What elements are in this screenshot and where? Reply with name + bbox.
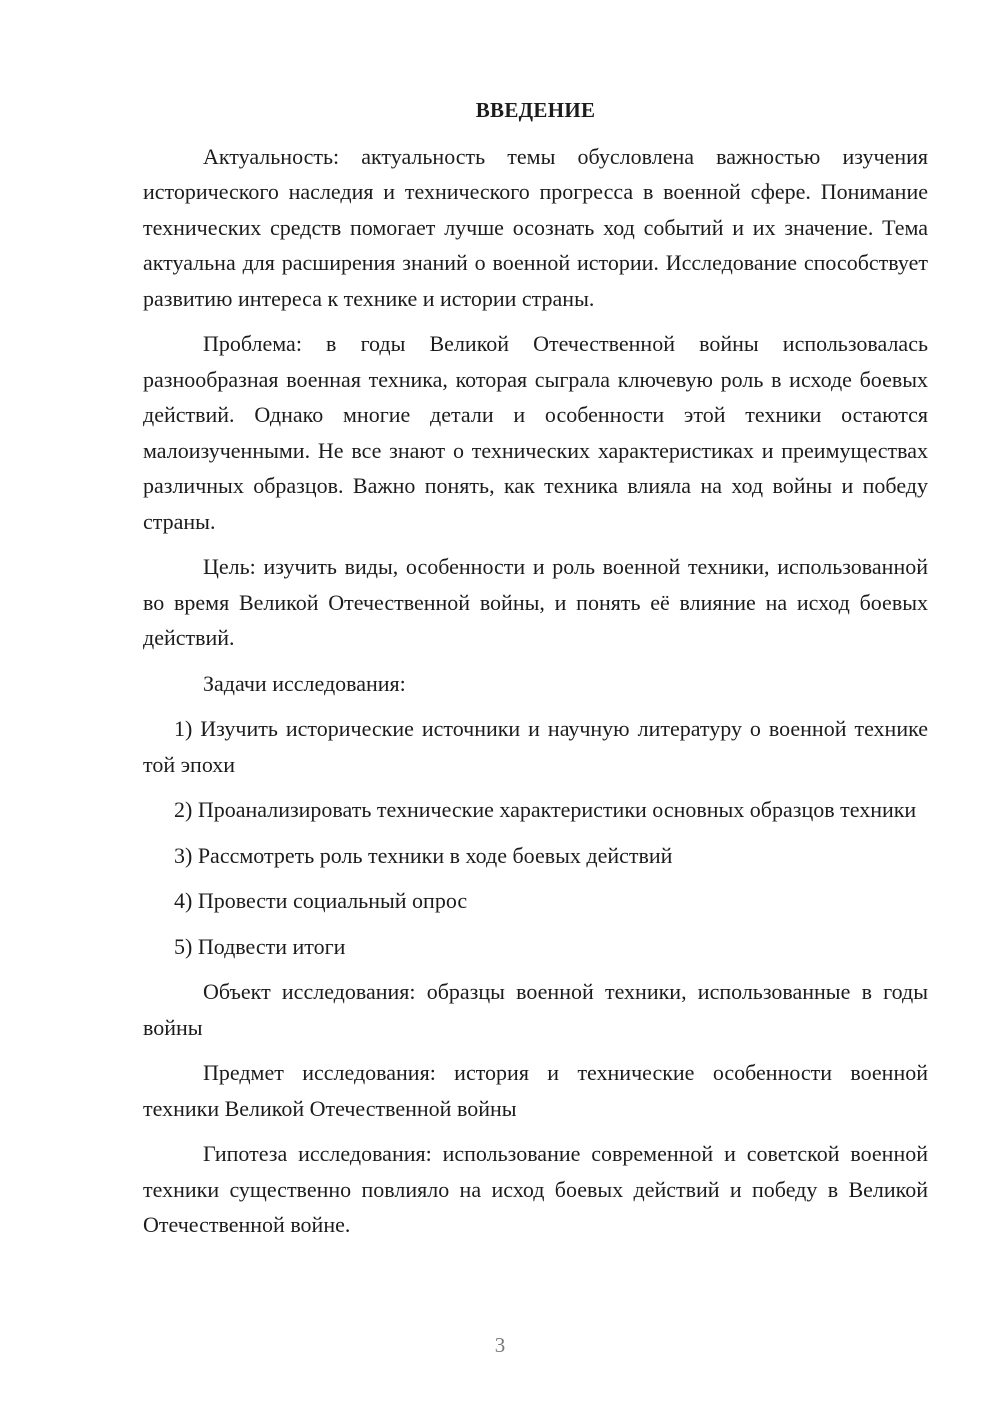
document-page bbox=[143, 93, 928, 1253]
tasks-heading: Задачи исследования: bbox=[203, 670, 406, 696]
page-number: 3 bbox=[494, 1333, 506, 1357]
task-item-4: 4) Провести социальный опрос bbox=[174, 888, 468, 913]
paragraph-goal: Цель: изучить виды, особенности и роль военной техники, использованной во время Великой Отечественной войны, и понять её влияние на исход боевых действий. bbox=[143, 554, 928, 650]
paragraph-relevance: Актуальность: актуальность темы обусловлена важностью изучения исторического наследия и технического прогресса в военной сфере. Понимание технических средств помогает лучше осознать ход событий и их значение. Тема актуальна для расширения знаний о военной истории. Исследование способствует развитию интереса к технике и истории страны. bbox=[143, 143, 928, 311]
task-item-1: 1) Изучить исторические источники и научную литературу о военной технике той эпохи bbox=[143, 716, 928, 777]
paragraph-object: Объект исследования: образцы военной техники, использованные в годы войны bbox=[143, 979, 928, 1040]
task-item-2: 2) Проанализировать технические характеристики основных образцов техники bbox=[174, 797, 917, 822]
paragraph-problem: Проблема: в годы Великой Отечественной войны использовалась разнообразная военная техника, которая сыграла ключевую роль в исходе боевых действий. Однако многие детали и особенности этой техники остаются малоизученными. Не все знают о технических характеристиках и преимуществах различных образцов. Важно понять, как техника влияла на ход войны и победу страны. bbox=[143, 331, 928, 534]
paragraph-hypothesis: Гипотеза исследования: использование современной и советской военной техники существенно повлияло на исход боевых действий и победу в Великой Отечественной войне. bbox=[143, 1141, 928, 1237]
page-title: ВВЕДЕНИЕ bbox=[475, 98, 596, 122]
task-item-5: 5) Подвести итоги bbox=[174, 933, 346, 959]
paragraph-subject: Предмет исследования: история и технические особенности военной техники Великой Отечественной войны bbox=[143, 1060, 928, 1121]
task-item-3: 3) Рассмотреть роль техники в ходе боевых действий bbox=[174, 842, 673, 868]
